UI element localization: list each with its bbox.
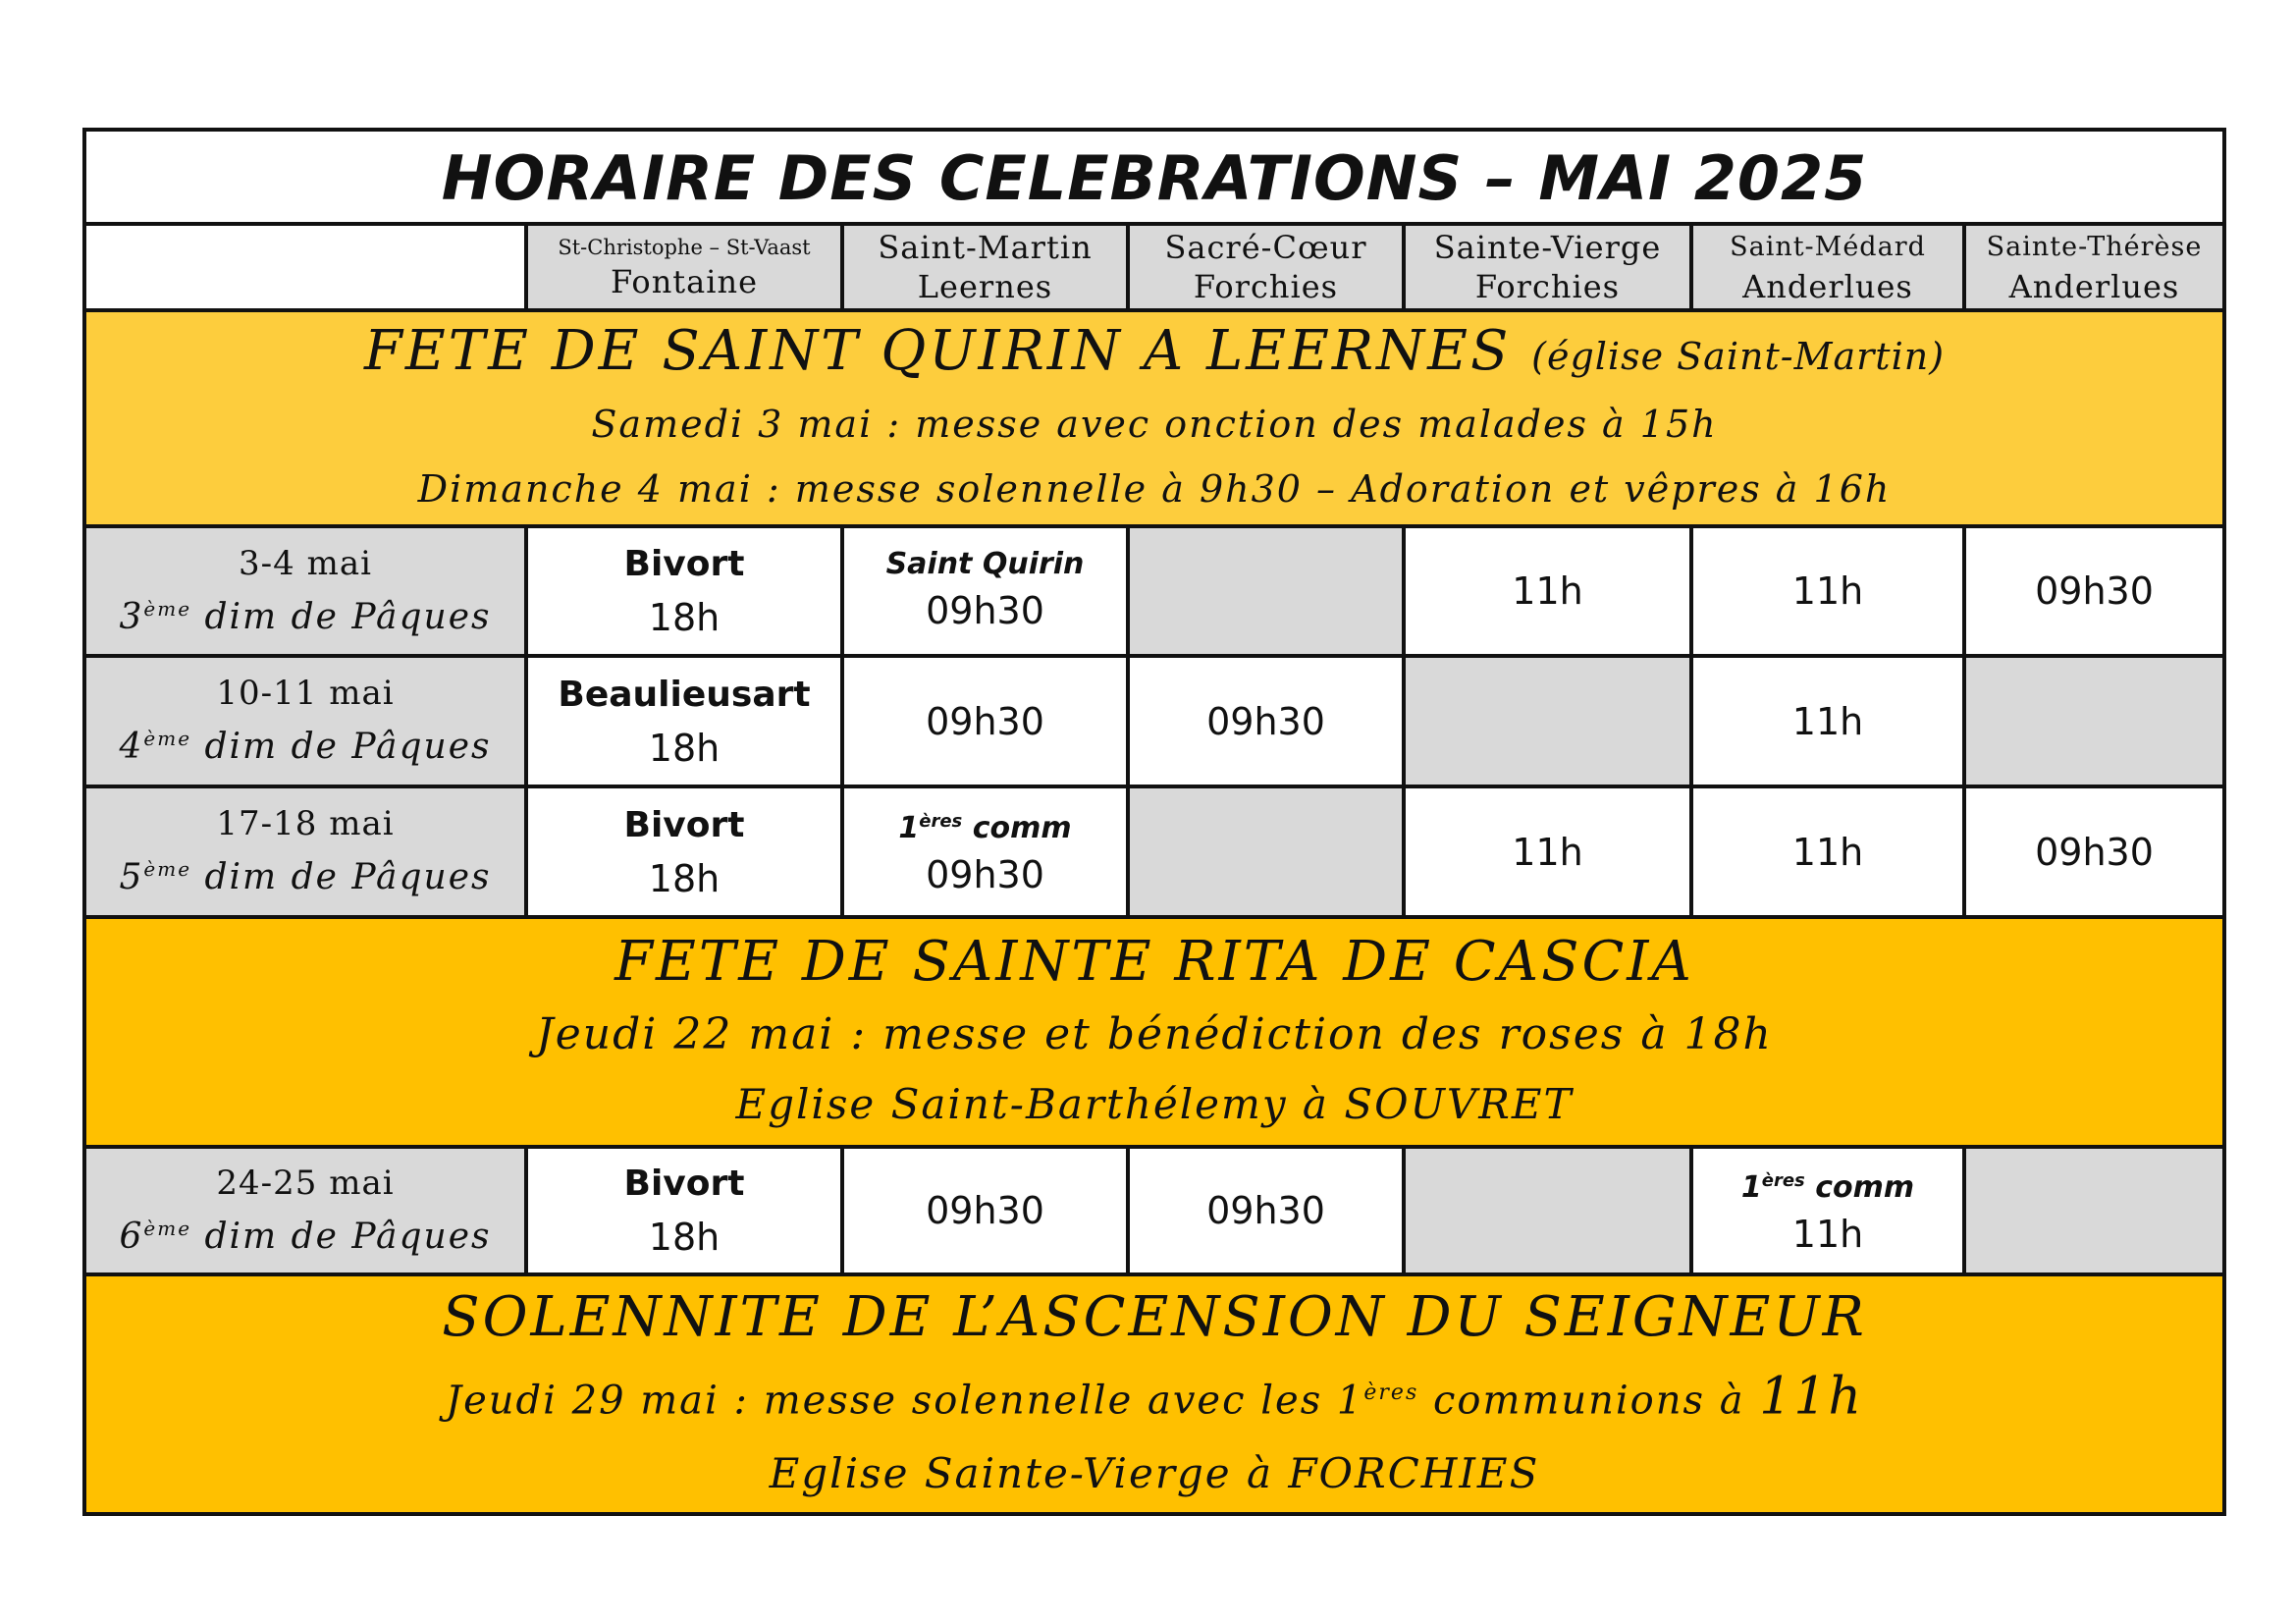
sainte-vierge-time: 11h [1512,569,1583,613]
leernes-cell [844,788,1130,919]
header-leernes [844,226,1130,312]
week-date: 24-25 mai [216,1163,395,1203]
feast-saint-quirin-line1: Samedi 3 mai : messe avec onction des malades à 15h [591,402,1718,446]
week-sunday: 5ème dim de Pâques [119,857,492,897]
feast-sainte-rita-line1: Jeudi 22 mai : messe et bénédiction des roses à 18h [536,1009,1773,1059]
fontaine-time: 18h [648,1216,721,1259]
week-date: 17-18 mai [216,804,395,843]
sainte-vierge-cell [1406,528,1693,658]
feast-ascension-title: SOLENNITE DE L’ASCENSION DU SEIGNEUR [442,1285,1867,1350]
page-title: HORAIRE DES CELEBRATIONS – MAI 2025 [86,132,2222,226]
leernes-note: 1ères comm [898,811,1072,845]
header-sainte-vierge-parish: Sainte-Vierge [1433,229,1662,266]
sacre-coeur-cell-empty [1130,528,1406,658]
saint-medard-time: 11h [1791,569,1864,613]
header-sacre-coeur-parish: Sacré-Cœur [1164,229,1367,266]
feast-saint-quirin [86,312,2222,528]
header-leernes-village: Leernes [917,268,1053,305]
fontaine-cell [528,658,844,788]
fontaine-place: Bivort [623,804,745,845]
saint-medard-time: 11h [1791,830,1864,874]
header-saint-medard-village: Anderlues [1742,268,1913,305]
sacre-coeur-time: 09h30 [1206,1189,1325,1232]
sainte-therese-cell-empty [1966,1149,2222,1276]
sainte-therese-time: 09h30 [2035,830,2154,874]
sainte-therese-cell [1966,788,2222,919]
week-date-cell [86,528,528,658]
leernes-time: 09h30 [926,853,1044,896]
fontaine-time: 18h [648,856,721,900]
schedule-table [82,128,2226,1516]
sainte-vierge-cell [1406,788,1693,919]
saint-medard-time: 11h [1791,1212,1864,1256]
feast-saint-quirin-name: FETE DE SAINT QUIRIN A LEERNES [363,318,1512,383]
header-saint-medard-parish: Saint-Médard [1730,232,1926,262]
feast-sainte-rita [86,919,2222,1149]
feast-ascension [86,1276,2222,1512]
fontaine-cell [528,528,844,658]
saint-medard-time: 11h [1791,699,1864,743]
header-sainte-vierge-village: Forchies [1474,268,1621,305]
header-fontaine-parish: St-Christophe – St-Vaast [558,236,811,259]
feast-saint-quirin-title [364,316,1945,392]
leernes-cell [844,528,1130,658]
sainte-therese-time: 09h30 [2035,569,2154,613]
feast-sainte-rita-line2: Eglise Saint-Barthélemy à SOUVRET [735,1080,1574,1128]
sacre-coeur-time: 09h30 [1206,699,1325,743]
feast-ascension-line2: Eglise Sainte-Vierge à FORCHIES [769,1448,1540,1497]
fontaine-cell [528,788,844,919]
leernes-time: 09h30 [926,699,1044,743]
header-sacre-coeur [1130,226,1406,312]
header-sainte-vierge [1406,226,1693,312]
sainte-therese-cell-empty [1966,658,2222,788]
sacre-coeur-cell-empty [1130,788,1406,919]
saint-medard-note: 1ères comm [1740,1169,1915,1205]
week-sunday: 4ème dim de Pâques [119,727,492,767]
sainte-vierge-cell-empty [1406,658,1693,788]
header-saint-medard [1693,226,1966,312]
sacre-coeur-cell [1130,658,1406,788]
fontaine-place: Bivort [623,1164,745,1204]
header-sainte-therese-village: Anderlues [2008,268,2180,305]
header-fontaine [528,226,844,312]
fontaine-place: Beaulieusart [558,674,811,715]
header-sainte-therese [1966,226,2222,312]
sainte-therese-cell [1966,528,2222,658]
header-sainte-therese-parish: Sainte-Thérèse [1986,232,2203,262]
week-date: 3-4 mai [239,543,372,583]
feast-saint-quirin-church: (église Saint-Martin) [1531,334,1946,378]
saint-medard-cell [1693,658,1966,788]
leernes-time: 09h30 [926,1189,1044,1232]
sainte-vierge-cell-empty [1406,1149,1693,1276]
week-sunday: 6ème dim de Pâques [119,1216,492,1257]
feast-ascension-line1: Jeudi 29 mai : messe solennelle avec les 1ères communions à 11h [446,1367,1863,1427]
week-date: 10-11 mai [216,674,395,713]
week-sunday: 3ème dim de Pâques [119,596,492,637]
leernes-cell [844,1149,1130,1276]
sacre-coeur-cell [1130,1149,1406,1276]
header-empty-cell [86,226,528,312]
leernes-time: 09h30 [926,589,1044,632]
week-date-cell [86,1149,528,1276]
sainte-vierge-time: 11h [1512,830,1583,874]
saint-medard-cell [1693,528,1966,658]
leernes-cell [844,658,1130,788]
feast-saint-quirin-line2: Dimanche 4 mai : messe solennelle à 9h30 – Adoration et vêpres à 16h [417,466,1892,511]
fontaine-cell [528,1149,844,1276]
saint-medard-cell [1693,788,1966,919]
saint-medard-cell [1693,1149,1966,1276]
header-fontaine-village: Fontaine [610,263,759,300]
fontaine-place: Bivort [623,544,745,584]
feast-sainte-rita-title: FETE DE SAINTE RITA DE CASCIA [614,930,1694,994]
fontaine-time: 18h [648,726,721,770]
week-date-cell [86,788,528,919]
week-date-cell [86,658,528,788]
fontaine-time: 18h [648,596,721,639]
header-leernes-parish: Saint-Martin [878,229,1093,266]
header-sacre-coeur-village: Forchies [1193,268,1339,305]
leernes-note: Saint Quirin [885,547,1085,581]
